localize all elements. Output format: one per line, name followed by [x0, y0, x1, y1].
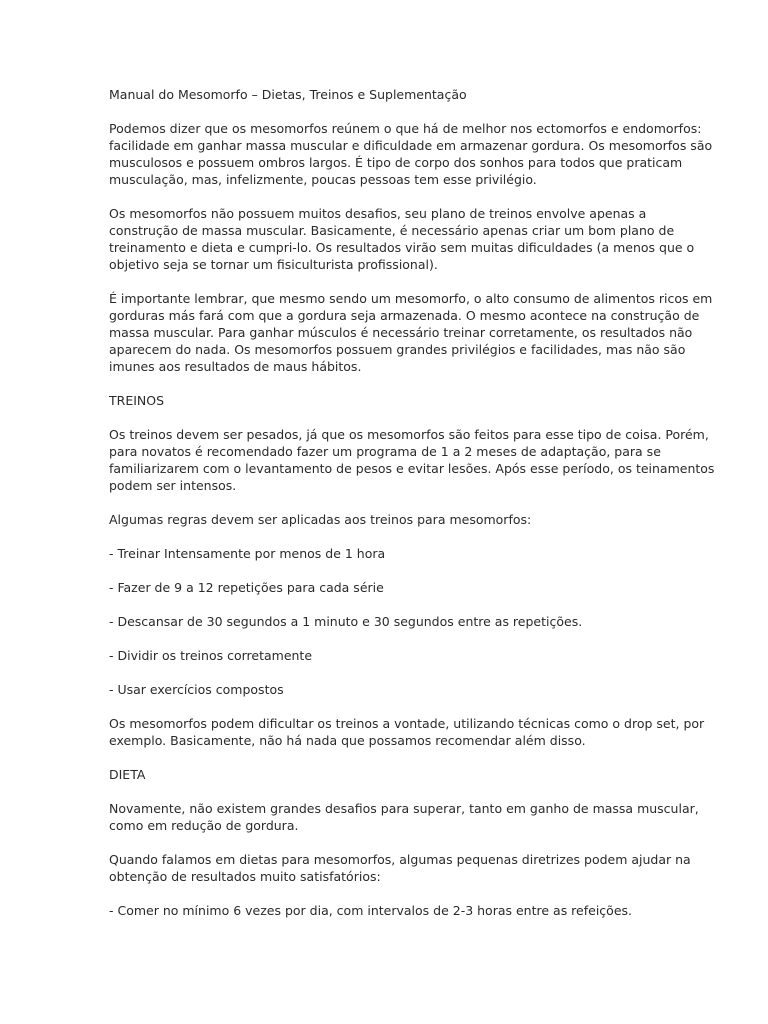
text-line: podem ser intensos. [109, 478, 237, 493]
text-line: construção de massa muscular. Basicamente, é necessário apenas criar um bom plano de [109, 223, 675, 238]
text-line: Os treinos devem ser pesados, já que os mesomorfos são feitos para esse tipo de coisa. Porém, [109, 427, 709, 442]
treinos-rule-item [109, 579, 668, 596]
rule-text: - Comer no mínimo 6 vezes por dia, com intervalos de 2-3 horas entre as refeições. [109, 903, 632, 918]
text-line: para novatos é recomendado fazer um programa de 1 a 2 meses de adaptação, para se [109, 444, 661, 459]
rule-text: - Descansar de 30 segundos a 1 minuto e 30 segundos entre as repetições. [109, 614, 583, 629]
text-line: aparecem do nada. Os mesomorfos possuem grandes privilégios e facilidades, mas não são [109, 342, 686, 357]
treinos-paragraph-2 [109, 511, 668, 528]
text-line: musculação, mas, infelizmente, poucas pessoas tem esse privilégio. [109, 172, 537, 187]
text-line: como em redução de gordura. [109, 818, 299, 833]
text-line: É importante lembrar, que mesmo sendo um mesomorfo, o alto consumo de alimentos ricos em [109, 291, 713, 306]
treinos-rule-item [109, 613, 668, 630]
intro-paragraph-1 [109, 120, 713, 188]
text-line: objetivo seja se tornar um fisiculturista profissional). [109, 257, 438, 272]
document-title [109, 86, 668, 103]
intro-paragraph-3 [109, 290, 713, 375]
rule-text: - Treinar Intensamente por menos de 1 hora [109, 546, 386, 561]
rule-text: - Fazer de 9 a 12 repetições para cada série [109, 580, 384, 595]
text-line: Os mesomorfos podem dificultar os treinos a vontade, utilizando técnicas como o drop set, por [109, 716, 705, 731]
text-line: imunes aos resultados de maus hábitos. [109, 359, 362, 374]
title-line: Manual do Mesomorfo – Dietas, Treinos e Suplementação [109, 87, 467, 102]
treinos-rule-item [109, 681, 668, 698]
text-line: obtenção de resultados muito satisfatórios: [109, 869, 381, 884]
intro-paragraph-2 [109, 205, 695, 273]
dieta-paragraph-1 [109, 800, 699, 834]
heading-text: TREINOS [109, 393, 165, 408]
text-line: Algumas regras devem ser aplicadas aos treinos para mesomorfos: [109, 512, 532, 527]
text-line: familiarizarem com o levantamento de pesos e evitar lesões. Após esse período, os teinamentos [109, 461, 715, 476]
text-line: Os mesomorfos não possuem muitos desafios, seu plano de treinos envolve apenas a [109, 206, 647, 221]
treinos-rule-item [109, 545, 668, 562]
text-line: exemplo. Basicamente, não há nada que possamos recomendar além disso. [109, 733, 586, 748]
dieta-rule-item [109, 902, 668, 919]
dieta-heading [109, 766, 668, 783]
text-line: facilidade em ganhar massa muscular e dificuldade em armazenar gordura. Os mesomorfos são [109, 138, 713, 153]
text-line: massa muscular. Para ganhar músculos é necessário treinar corretamente, os resultados não [109, 325, 693, 340]
heading-text: DIETA [109, 767, 146, 782]
text-line: Podemos dizer que os mesomorfos reúnem o que há de melhor nos ectomorfos e endomorfos: [109, 121, 702, 136]
rule-text: - Dividir os treinos corretamente [109, 648, 313, 663]
text-line: Quando falamos em dietas para mesomorfos, algumas pequenas diretrizes podem ajudar na [109, 852, 691, 867]
dieta-paragraph-2 [109, 851, 691, 885]
text-line: gorduras más fará com que a gordura seja armazenada. O mesmo acontece na construção de [109, 308, 700, 323]
text-line: Novamente, não existem grandes desafios para superar, tanto em ganho de massa muscular, [109, 801, 699, 816]
treinos-closing-paragraph [109, 715, 705, 749]
treinos-heading [109, 392, 668, 409]
text-line: musculosos e possuem ombros largos. É tipo de corpo dos sonhos para todos que praticam [109, 155, 683, 170]
treinos-paragraph-1 [109, 426, 715, 494]
rule-text: - Usar exercícios compostos [109, 682, 284, 697]
text-line: treinamento e dieta e cumpri-lo. Os resultados virão sem muitas dificuldades (a menos que o [109, 240, 695, 255]
treinos-rule-item [109, 647, 668, 664]
